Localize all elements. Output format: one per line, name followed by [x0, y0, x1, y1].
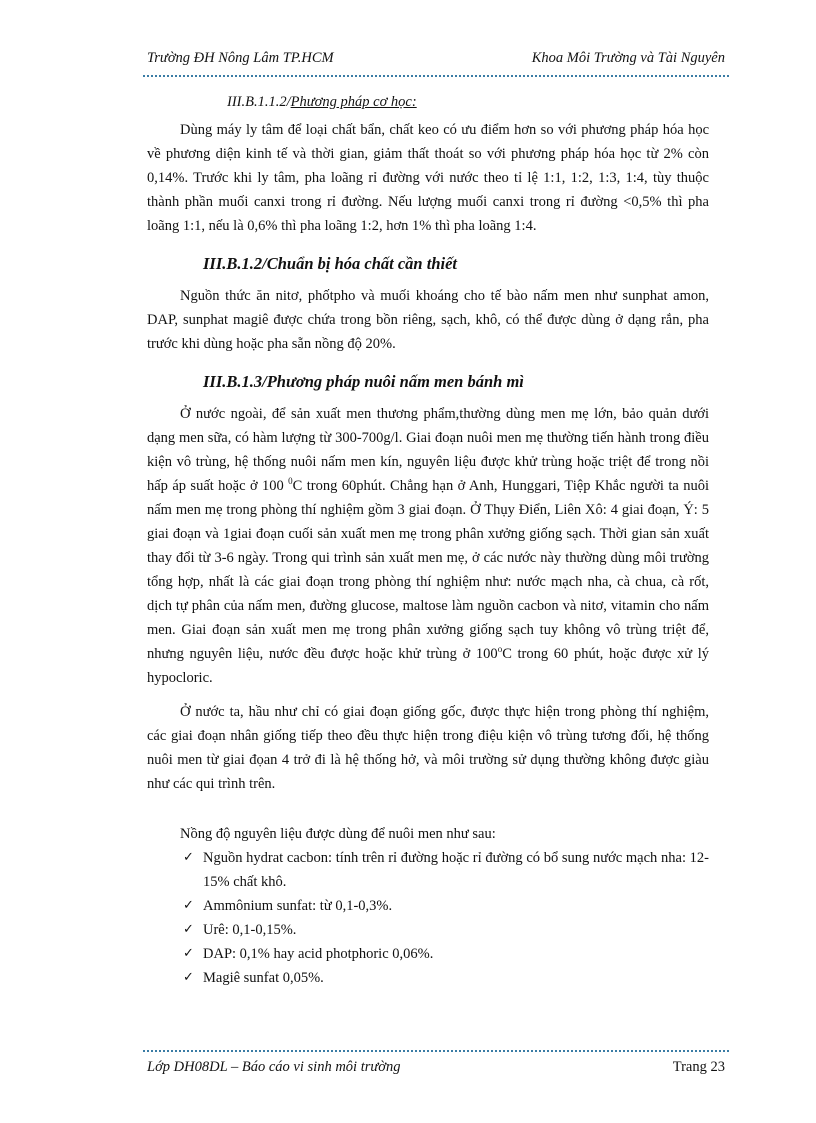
- paragraph-yeast-abroad-part3: C trong 60 phút, hoặc được xử lý hypocloric.: [147, 646, 709, 686]
- paragraph-yeast-domestic: Ở nước ta, hầu như chỉ có giai đoạn giống gốc, được thực hiện trong phòng thí nghiệm, các giai đoạn nhân giống tiếp theo đều thực hiện trong điệu kiện vô trùng tương đối, hệ thống nuôi men từ giai đọan 4 trở đi là hệ thống hở, và môi trường sử dụng thường không được giàu như các qui trình trên.: [147, 704, 709, 792]
- checkmark-icon: ✓: [183, 922, 194, 937]
- header-faculty: Khoa Môi Trường và Tài Nguyên: [531, 50, 725, 66]
- subsection-title: Phương pháp cơ học:: [290, 94, 417, 110]
- concentration-intro: Nồng độ nguyên liệu được dùng để nuôi men như sau:: [180, 826, 496, 842]
- degree-superscript: 0: [288, 476, 293, 487]
- list-item-text: Urê: 0,1-0,15%.: [203, 922, 297, 938]
- footer-class: Lớp DH08DL – Báo cáo vi sinh môi trường: [147, 1059, 401, 1075]
- list-item: [147, 942, 709, 966]
- paragraph-yeast-abroad-part1: Ở nước ngoài, để sản xuất men thương phẩm,thường dùng men mẹ lớn, bảo quản dưới dạng men sữa, có hàm lượng từ 300-700g/l. Giai đoạn nuôi men mẹ thường tiến hành trong điều kiện vô trùng, hệ thống nuôi nấm men kín, nguyên liệu được khử trùng hoặc triệt để trong nồi hấp áp suất hoặc ở 100: [147, 406, 709, 494]
- degree-superscript: o: [497, 644, 503, 655]
- list-item-text: Magiê sunfat 0,05%.: [203, 970, 324, 986]
- list-item: [147, 894, 709, 918]
- checkmark-icon: ✓: [183, 946, 194, 961]
- footer-divider: [143, 1050, 729, 1052]
- list-item-text: DAP: 0,1% hay acid photphoric 0,06%.: [203, 946, 434, 962]
- list-item-text: Nguồn hydrat cacbon: tính trên rỉ đường hoặc rỉ đường có bổ sung nước mạch nha: 12-15% chất khô.: [203, 850, 709, 890]
- checkmark-icon: ✓: [183, 898, 194, 913]
- paragraph-mechanical: Dùng máy ly tâm để loại chất bẩn, chất keo có ưu điểm hơn so với phương pháp hóa học về phương diện kinh tế và thời gian, giảm thất thoát so với phương pháp hóa học từ 2% còn 0,14%. Trước khi ly tâm, pha loãng rỉ đường với nước theo tỉ lệ 1:1, 1:2, 1:3, 1:4, tùy thuộc thành phần muối canxi trong rỉ đường. Nếu lượng muối canxi trong rỉ đường <0,5% thì pha loãng 1:1, nếu là 0,6% thì pha loãng 1:2, hơn 1% thì pha loãng 1:4.: [147, 122, 709, 234]
- checkmark-icon: ✓: [183, 850, 194, 865]
- list-item-text: Ammônium sunfat: từ 0,1-0,3%.: [203, 898, 393, 914]
- concentration-list: [147, 846, 709, 990]
- paragraph-yeast-abroad-part2: C trong 60phút. Chẳng hạn ở Anh, Hunggari, Tiệp Khắc người ta nuôi nấm men mẹ trong phòng thí nghiệm gồm 3 giai đoạn. Ở Thụy Điển, Liên Xô: 4 giai đoạn, Ý: 5 giai đoạn và 1giai đoạn cuối sản xuất men mẹ trong phân xưởng giống sạch. Thời gian sản xuất thay đổi từ 3-6 ngày. Trong qui trình sản xuất men mẹ, ở các nước này thường dùng môi trường tổng hợp, nhất là các giai đoạn trong phòng thí nghiệm như: nước mạch nha, cà chua, cà rốt, dịch tự phân của nấm men, đường glucose, maltose làm nguồn cacbon và nitơ, vitamin cho nấm men. Giai đoạn sản xuất men mẹ trong phân xưởng giống sạch tuy không vô trùng triệt để, nhưng nguyên liệu, nước đều được hoặc khử trùng ở 100: [147, 478, 709, 662]
- paragraph-chemicals: Nguồn thức ăn nitơ, phốtpho và muối khoáng cho tế bào nấm men như sunphat amon, DAP, sunphat magiê được chứa trong bồn riêng, sạch, khô, có thể được dùng ở dạng rắn, pha trước khi dùng hoặc pha sẵn nồng độ 20%.: [147, 288, 709, 352]
- header-divider: [143, 75, 729, 77]
- section-heading-yeast: III.B.1.3/Phương pháp nuôi nấm men bánh mì: [203, 372, 524, 391]
- checkmark-icon: ✓: [183, 970, 194, 985]
- list-item: [147, 846, 709, 894]
- subsection-number: III.B.1.1.2/: [227, 94, 291, 110]
- subsection-heading: [147, 90, 709, 114]
- page-number: Trang 23: [672, 1059, 725, 1075]
- list-item: [147, 966, 709, 990]
- paragraph-yeast-abroad: [147, 402, 709, 690]
- header-school: Trường ĐH Nông Lâm TP.HCM: [147, 50, 334, 66]
- page-body: [147, 90, 709, 990]
- list-item: [147, 918, 709, 942]
- section-heading-chemicals: III.B.1.2/Chuẩn bị hóa chất cần thiết: [203, 254, 457, 273]
